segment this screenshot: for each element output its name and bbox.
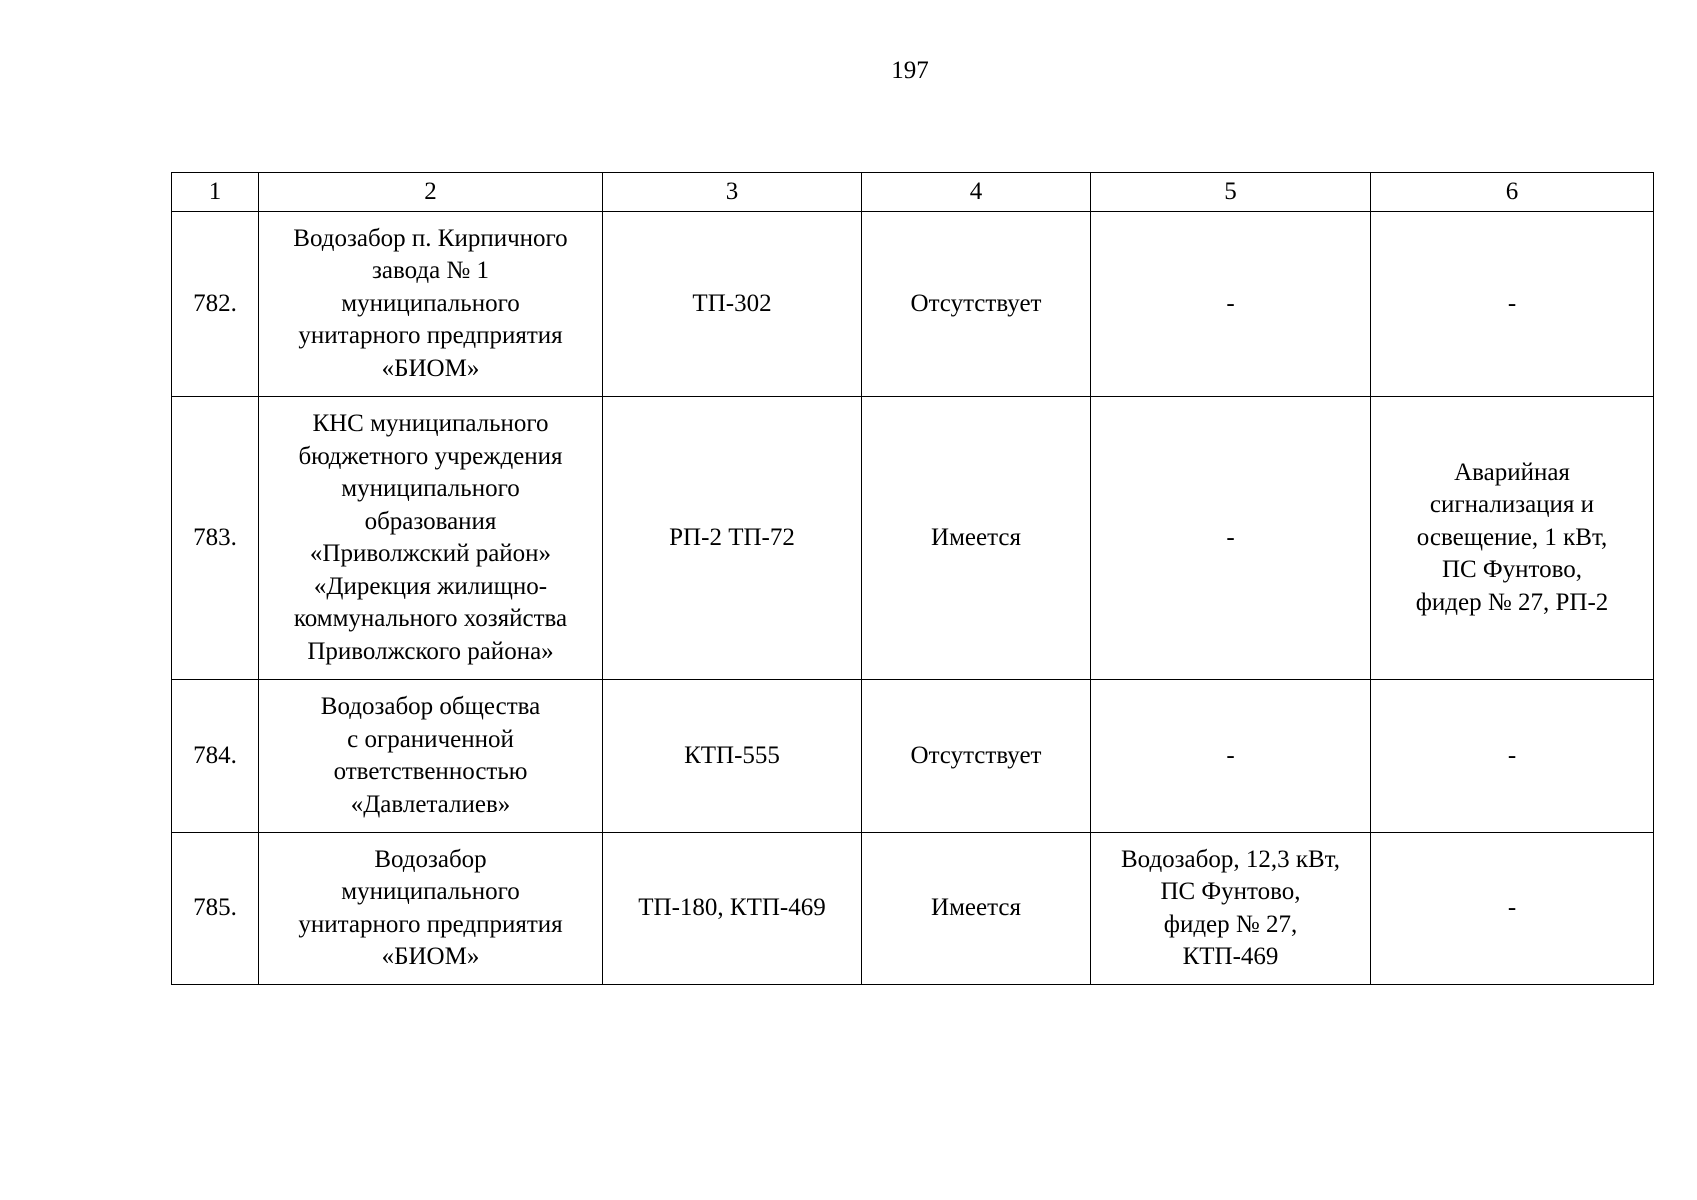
text-line: Водозабор	[374, 845, 487, 873]
text-line: -	[1226, 523, 1235, 551]
text-line: «Давлеталиев»	[350, 790, 511, 818]
column-header: 5	[1091, 173, 1371, 212]
row-number: 783.	[172, 397, 259, 680]
row-number: 782.	[172, 212, 259, 397]
text-line: муниципального	[341, 475, 520, 502]
facility-name	[259, 833, 603, 985]
text-line: унитарного предприятия	[298, 910, 563, 938]
text-line: -	[1507, 289, 1517, 317]
column-5-value	[1091, 397, 1371, 680]
text-line: муниципального	[341, 289, 520, 317]
facility-name	[259, 680, 603, 833]
text-line: завода № 1	[371, 257, 490, 285]
column-5-value	[1091, 833, 1371, 985]
table-row	[172, 680, 1654, 833]
text-line: -	[1226, 741, 1235, 769]
text-line: ответственностью	[333, 758, 528, 785]
table-row	[172, 212, 1654, 397]
text-line: сигнализация и	[1429, 491, 1595, 519]
column-header: 3	[603, 173, 862, 212]
status: Имеется	[862, 397, 1091, 680]
text-line: Водозабор общества	[320, 693, 541, 720]
text-line: Водозабор п. Кирпичного	[293, 224, 568, 252]
row-number: 785.	[172, 833, 259, 985]
text-line: КТП-469	[1182, 943, 1279, 970]
text-line: освещение, 1 кВт,	[1416, 523, 1608, 551]
facility-name	[259, 212, 603, 397]
column-header: 2	[259, 173, 603, 212]
status: Отсутствует	[862, 212, 1091, 397]
text-line: -	[1507, 894, 1517, 922]
substation: РП-2 ТП-72	[603, 397, 862, 680]
column-6-value	[1371, 397, 1654, 680]
substation: ТП-302	[603, 212, 862, 397]
column-header: 1	[172, 173, 259, 212]
column-6-value	[1371, 680, 1654, 833]
page-number: 197	[891, 57, 929, 84]
table-header-row	[172, 173, 1654, 212]
text-line: -	[1507, 741, 1517, 769]
text-line: фидер № 27, РП-2	[1415, 588, 1609, 616]
text-line: фидер № 27,	[1163, 910, 1298, 938]
substation: ТП-180, КТП-469	[603, 833, 862, 985]
column-5-value	[1091, 680, 1371, 833]
status: Имеется	[862, 833, 1091, 985]
text-line: «БИОМ»	[381, 354, 480, 382]
column-header: 4	[862, 173, 1091, 212]
table-row	[172, 833, 1654, 985]
text-line: КНС муниципального	[312, 410, 549, 437]
column-5-value	[1091, 212, 1371, 397]
column-6-value	[1371, 833, 1654, 985]
text-line: Водозабор, 12,3 кВт,	[1121, 845, 1340, 873]
table-row	[172, 397, 1654, 680]
text-line: -	[1226, 289, 1235, 317]
text-line: «Дирекция жилищно-	[313, 572, 548, 600]
text-line: коммунального хозяйства	[293, 605, 568, 632]
row-number: 784.	[172, 680, 259, 833]
text-line: унитарного предприятия	[298, 322, 563, 350]
text-line: образования	[364, 507, 497, 535]
substation: КТП-555	[603, 680, 862, 833]
column-6-value	[1371, 212, 1654, 397]
text-line: ПС Фунтово,	[1441, 556, 1583, 584]
text-line: ПС Фунтово,	[1160, 878, 1301, 905]
status: Отсутствует	[862, 680, 1091, 833]
text-line: Приволжского района»	[307, 637, 554, 665]
text-line: с ограниченной	[347, 725, 514, 753]
data-table	[171, 172, 1654, 985]
facility-name	[259, 397, 603, 680]
text-line: «БИОМ»	[381, 943, 480, 970]
text-line: Аварийная	[1454, 458, 1570, 486]
text-line: муниципального	[341, 878, 520, 905]
text-line: бюджетного учреждения	[298, 442, 563, 470]
column-header: 6	[1371, 173, 1654, 212]
text-line: «Приволжский район»	[309, 540, 552, 567]
